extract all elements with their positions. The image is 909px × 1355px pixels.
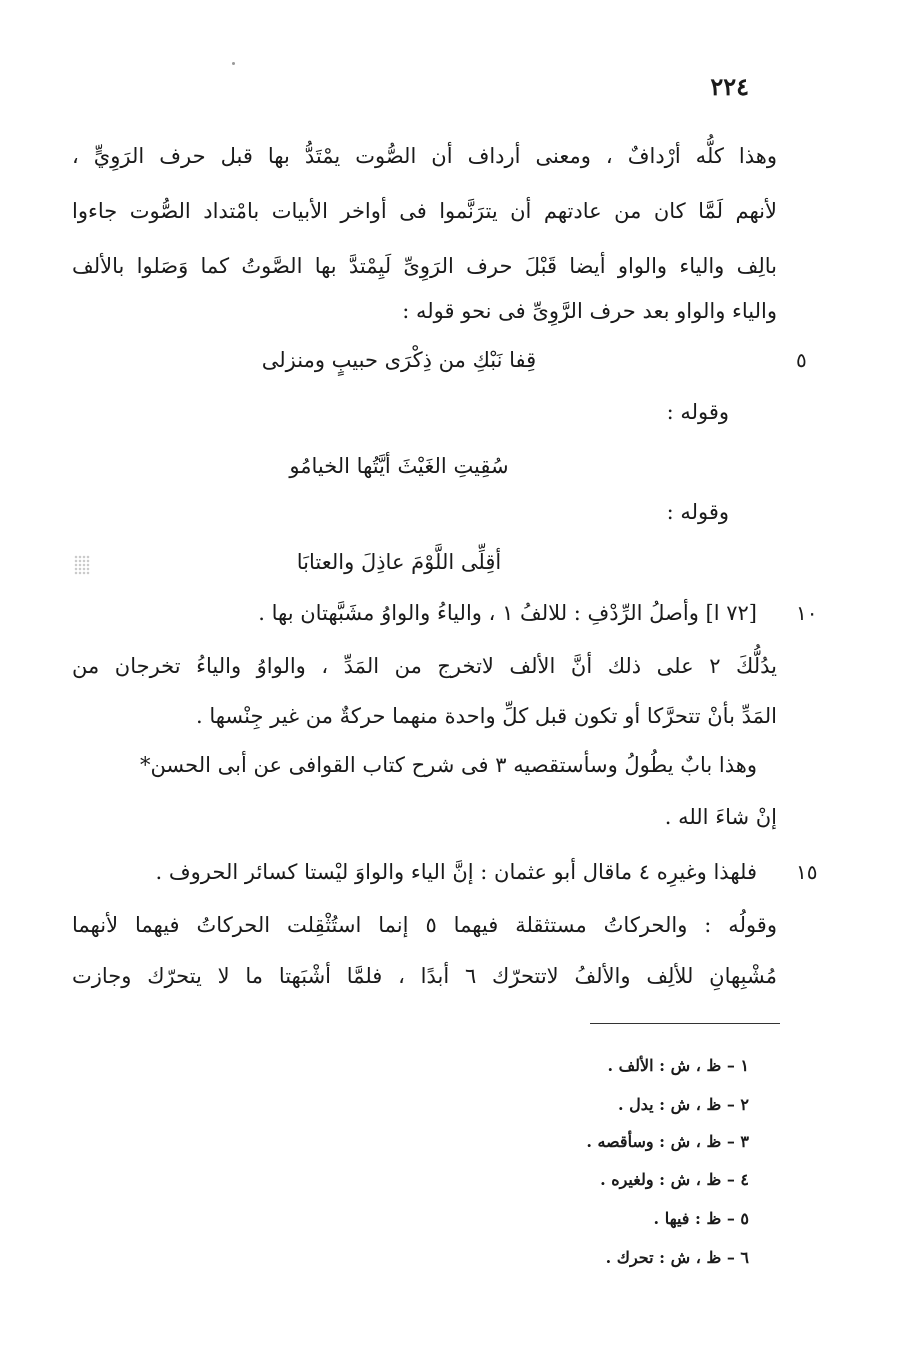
footnote-separator [590, 1023, 780, 1024]
verse-2: سُقِيتِ الغَيْثَ أيَّتُها الخيامُو [289, 454, 509, 478]
text-line-3: بالِف والياء والواو أيضا قَبْلَ حرف الرَوِىِّ لَيِمْتدَّ بها الصَّوتُ كما وَصَلوا بالألف [72, 254, 777, 278]
text-line-17: مُشْبِهانِ للألِف والألفُ لاتتحرّك ٦ أبدًا ، فلمَّا أشْبَهتا ما لا يتحرّك وجازت [72, 964, 777, 988]
footnote-2: ٢ – ظ ، ش : يدل . [617, 1095, 749, 1114]
paper-speck [232, 62, 235, 65]
line-number-15: ١٥ [796, 860, 818, 884]
text-line-12: المَدِّ بأنْ تتحرَّكا أو تكون قبل كلِّ واحدة منهما حركةٌ من غير جِنْسها . [196, 704, 777, 728]
footnote-6: ٦ – ظ ، ش : تحرك . [605, 1248, 749, 1267]
verse-3: أقِلِّى اللَّوْمَ عاذِلَ والعتابَا [296, 550, 502, 574]
text-line-11: يدُلُّكَ ٢ على ذلك أنَّ الألف لاتخرج من المَدِّ ، والواوُ والياءُ تخرجان من [72, 654, 777, 678]
text-line-4: والياء والواو بعد حرف الرَّوِىِّ فى نحو قوله : [402, 299, 777, 323]
text-line-16: وقولُه : والحركاتُ مستثقلة فيهما ٥ إنما استُثْقِلت الحركاتُ فيهما لأنهما [72, 913, 777, 937]
footnote-5: ٥ – ظ : فيها . [653, 1209, 749, 1228]
line-number-10: ١٠ [796, 601, 818, 625]
paper-speck [74, 555, 90, 575]
text-line-10: [٧٢ ا] وأصلُ الرِّدْفِ : للالفُ ١ ، والياءُ والواوُ مشَبَّهتان بها . [258, 601, 757, 625]
quote-intro-2: وقوله : [666, 500, 729, 524]
verse-1: قِفا نَبْكِ من ذِكْرَى حبيبٍ ومنزلى [261, 348, 537, 372]
footnote-3: ٣ – ظ ، ش : وسأقصه . [586, 1132, 749, 1151]
page-number: ٢٢٤ [710, 72, 749, 101]
footnote-4: ٤ – ظ ، ش : ولغيره . [600, 1170, 749, 1189]
line-number-5: ٥ [796, 348, 807, 372]
text-line-2: لأنهم لَمَّا كان من عادتهم أن يترَنَّموا فى أواخر الأبيات بامْتداد الصُّوت جاءوا [72, 199, 777, 223]
text-line-13: وهذا بابٌ يطُولُ وسأستقصيه ٣ فى شرح كتاب القوافى عن أبى الحسن* [139, 753, 757, 777]
text-line-15: فلهذا وغيرِه ٤ ماقال أبو عثمان : إنَّ الياء والواوَ ليْستا كسائر الحروف . [155, 860, 757, 884]
text-line-14: إنْ شاءَ الله . [664, 805, 777, 829]
text-line-1: وهذا كلُّه أرْدافٌ ، ومعنى أرداف أن الصُّوت يمْتَدُّ بها قبل حرف الرَوِيٍّ ، [72, 144, 777, 168]
footnote-1: ١ – ظ ، ش : الألف . [607, 1056, 749, 1075]
quote-intro-1: وقوله : [666, 400, 729, 424]
